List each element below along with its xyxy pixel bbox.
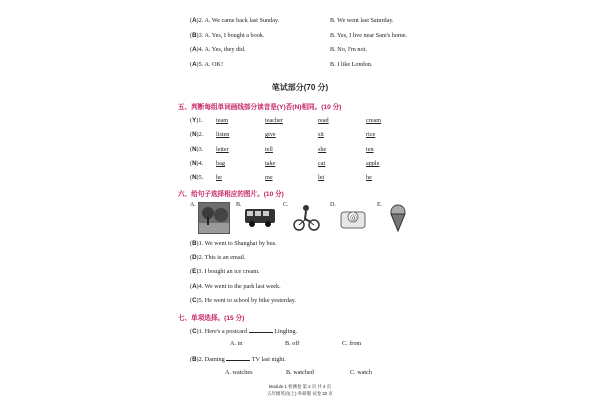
- answer-row: (B)3. A. Yes, I bought a book.: [190, 32, 265, 39]
- picture-label: D.: [330, 202, 336, 208]
- word: apple: [366, 160, 380, 167]
- answer-option-b: B. No, I'm not.: [330, 46, 367, 53]
- choice-option: B. off: [285, 340, 300, 347]
- word: sit: [318, 131, 324, 138]
- word: he: [216, 174, 222, 181]
- word: cat: [318, 160, 326, 167]
- answer-option-b: B. We went last Saturday.: [330, 17, 394, 24]
- word: give: [265, 131, 276, 138]
- picture-match-row: (E)3. I bought an ice cream.: [190, 268, 260, 275]
- svg-text:@: @: [350, 214, 357, 222]
- word: tell: [265, 146, 273, 153]
- footer-line: Module 1 检测卷 第 2 页 共 4 页: [268, 384, 332, 389]
- written-section-heading: 笔试部分(70 分): [271, 83, 329, 92]
- picture-label: E.: [377, 202, 383, 208]
- section7-title: 七、单项选择。(15 分): [178, 315, 245, 322]
- word: cream: [366, 117, 382, 124]
- answer-option-b: B. Yes, I live near Sam's home.: [330, 32, 408, 39]
- answer-blank: [249, 327, 273, 333]
- picture-label: A.: [190, 202, 196, 208]
- choice-question: (C)1. Here's a postcard Lingling.: [190, 328, 298, 335]
- ice-cream-picture: [385, 203, 411, 233]
- picture-match-row: (B)1. We went to Shanghai by bus.: [190, 240, 277, 247]
- picture-match-row: (A)4. We went to the park last week.: [190, 283, 281, 290]
- choice-option: B. watched: [286, 369, 314, 376]
- choice-option: A. in: [230, 340, 243, 347]
- choice-question: (B)2. Daming TV last night.: [190, 356, 286, 363]
- phonics-row: (Y)1.: [190, 117, 203, 124]
- word: me: [265, 174, 273, 181]
- word: she: [318, 146, 327, 153]
- word: let: [318, 174, 325, 181]
- bus-picture: [244, 206, 276, 228]
- picture-match-row: (C)5. He went to school by bike yesterday.: [190, 297, 296, 304]
- email-picture: [337, 204, 369, 234]
- word: team: [216, 117, 229, 124]
- phonics-row: (N)3.: [190, 146, 204, 153]
- picture-label: B.: [236, 202, 242, 208]
- answer-row: (A)5. A. OK!: [190, 61, 224, 68]
- word: ten: [366, 146, 374, 153]
- word: letter: [216, 146, 229, 153]
- phonics-row: (N)5.: [190, 174, 204, 181]
- word: read: [318, 117, 329, 124]
- section5-title: 五、判断每组单词画线部分读音是(Y)否(N)相同。(10 分): [178, 104, 342, 111]
- choice-option: C. from: [342, 340, 362, 347]
- park-picture: [198, 202, 230, 234]
- phonics-row: (N)2.: [190, 131, 204, 138]
- word: bag: [216, 160, 225, 167]
- picture-match-row: (D)2. This is an email.: [190, 254, 246, 261]
- answer-row: (A)2. A. We came back last Sunday.: [190, 17, 280, 24]
- phonics-row: (N)4.: [190, 160, 204, 167]
- choice-option: A. watches: [225, 369, 253, 376]
- section6-title: 六、给句子选择相应的图片。(10 分): [178, 191, 284, 198]
- bike-picture: [291, 202, 321, 232]
- word: listen: [216, 131, 230, 138]
- word: take: [265, 160, 276, 167]
- answer-row: (A)4. A. Yes, they did.: [190, 46, 246, 53]
- word: he: [366, 174, 372, 181]
- answer-blank: [226, 355, 250, 361]
- footer-line: 五年级英语(上)·外研版 试卷 32 页: [267, 391, 333, 396]
- word: rice: [366, 131, 376, 138]
- answer-option-b: B. I like London.: [330, 61, 373, 68]
- picture-label: C.: [283, 202, 289, 208]
- choice-option: C. watch: [350, 369, 372, 376]
- word: teacher: [265, 117, 283, 124]
